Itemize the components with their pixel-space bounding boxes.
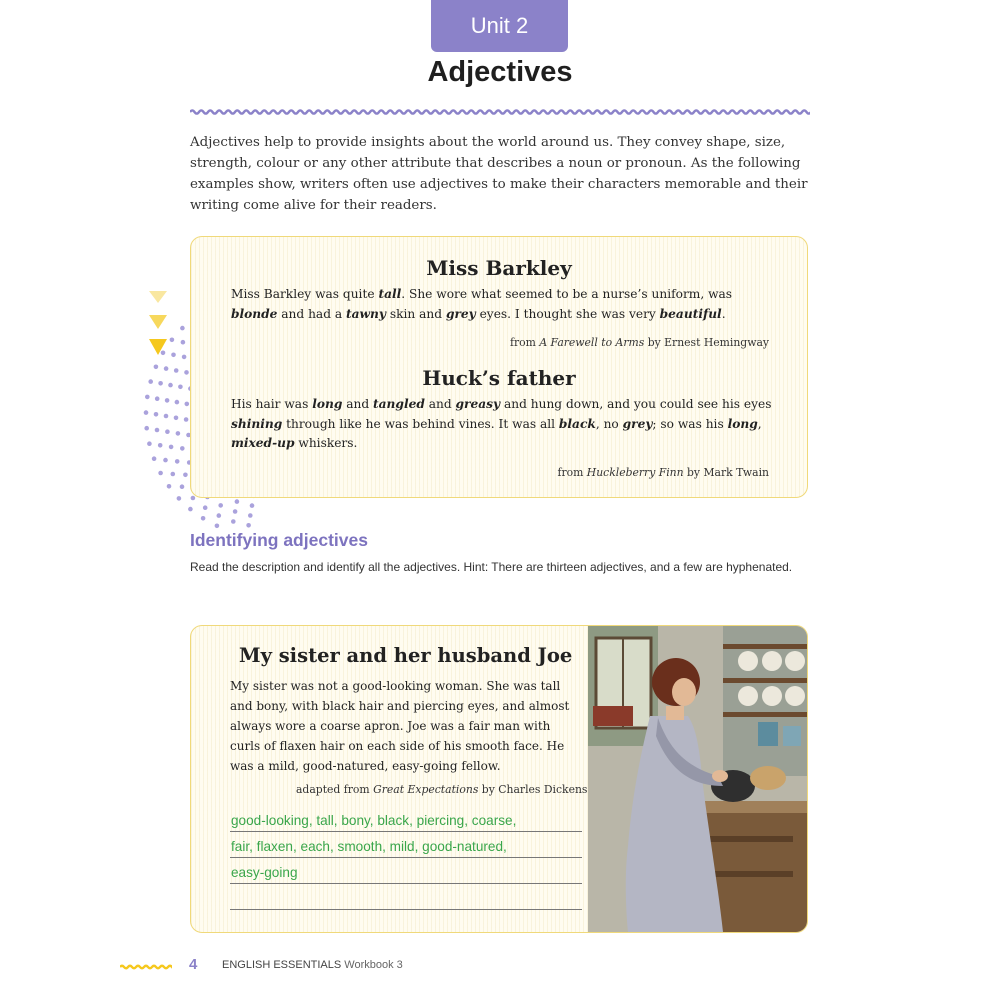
decorative-dot: [218, 503, 223, 508]
decorative-dot: [154, 412, 159, 417]
decorative-dot: [180, 326, 185, 331]
answer-line-1[interactable]: [230, 805, 582, 832]
decorative-dot: [161, 351, 166, 356]
woman-in-kitchen-illustration: [588, 626, 808, 932]
adjective-highlight: blonde: [231, 306, 278, 321]
decorative-dot: [235, 499, 240, 504]
adjective-highlight: long: [312, 397, 343, 411]
story-title: My sister and her husband Joe: [239, 644, 573, 667]
decorative-dot: [165, 429, 170, 434]
decorative-dot: [164, 414, 169, 419]
quote-source-hemingway: from A Farewell to Arms by Ernest Hemingway: [510, 336, 769, 349]
decorative-dot: [167, 484, 172, 489]
quote-text-hucks-father: His hair was long and tangled and greasy and hung down, and you could see his eyes shining through like he was behind vines. It was all black, no grey; so was his long, mixed-up whiskers.: [231, 397, 772, 450]
decorative-dot: [175, 459, 180, 464]
decorative-dot: [147, 441, 152, 446]
decorative-dot: [155, 396, 160, 401]
adjective-highlight: shining: [231, 416, 283, 431]
page-number: 4: [189, 956, 198, 973]
decorative-dot: [184, 370, 189, 375]
decorative-dot: [158, 381, 163, 386]
decorative-dot: [176, 431, 181, 436]
decorative-dot: [233, 509, 238, 514]
decorative-dot: [217, 513, 222, 518]
decorative-dot: [144, 410, 149, 415]
page-title: Adjectives: [427, 56, 573, 88]
adjective-highlight: black: [558, 416, 596, 431]
section-heading: Identifying adjectives: [190, 530, 368, 550]
decorative-dot: [163, 458, 168, 463]
decorative-dot: [185, 402, 190, 407]
answer-text-3: easy-going: [231, 865, 298, 880]
story-source: adapted from Great Expectations by Charles Dickens: [296, 783, 588, 796]
story-box: [190, 625, 808, 933]
decorative-dot: [180, 446, 185, 451]
quote-text-miss-barkley: Miss Barkley was quite tall. She wore what seemed to be a nurse’s uniform, was blonde and had a tawny skin and grey eyes. I thought she was very beautiful.: [231, 287, 733, 321]
decorative-dot: [148, 379, 153, 384]
decorative-dot: [155, 428, 160, 433]
decorative-dot: [178, 385, 183, 390]
decorative-dot: [183, 473, 188, 478]
footer-wave: [120, 962, 172, 972]
activity-instructions: Read the description and identify all the adjectives. Hint: There are thirteen adjectives, and a few are hyphenated.: [190, 560, 793, 574]
quote-title-hucks-father: Huck’s father: [422, 366, 576, 390]
unit-tab: [431, 0, 568, 52]
decorative-dot: [174, 368, 179, 373]
adjective-highlight: beautiful: [659, 306, 722, 321]
decorative-dot: [158, 471, 163, 476]
decorative-dot: [164, 366, 169, 371]
decorative-dot: [174, 416, 179, 421]
intro-paragraph: Adjectives help to provide insights about the world around us. They convey shape, size, strength, colour or any other attribute that describes a noun or pronoun. As the following examples show, writers often use adjectives to make their characters memorable and their writing come alive for their readers.: [190, 135, 808, 213]
decorative-dot: [246, 523, 251, 528]
decorative-dot: [250, 503, 255, 508]
decorative-dot: [169, 445, 174, 450]
decorative-dot: [154, 365, 159, 370]
decorative-dot: [171, 472, 176, 477]
adjective-highlight: greasy: [455, 397, 501, 411]
decorative-dot: [248, 513, 253, 518]
story-text: My sister was not a good-looking woman. She was tall and bony, with black hair and piercing eyes, and almost always wore a coarse apron. Joe was a fair man with curls of flaxen hair on each side of his smooth face. He was a mild, good-natured, easy-going fellow.: [230, 679, 570, 773]
adjective-highlight: tall: [378, 287, 402, 301]
decorative-dot: [144, 426, 149, 431]
adjective-highlight: long: [727, 416, 758, 431]
decorative-dot: [170, 338, 175, 343]
decorative-dot: [191, 496, 196, 501]
answer-line-2[interactable]: [230, 831, 582, 858]
decorative-dot: [203, 505, 208, 510]
decorative-dot: [215, 524, 220, 529]
quote-title-miss-barkley: Miss Barkley: [426, 256, 572, 280]
answer-text-2: fair, flaxen, each, smooth, mild, good-natured,: [231, 839, 507, 854]
answer-line-4[interactable]: [230, 883, 582, 910]
decorative-dot: [158, 443, 163, 448]
decorative-dot: [181, 340, 186, 345]
triangle-marker-icon: [149, 291, 167, 303]
adjective-highlight: tawny: [346, 306, 386, 321]
decorative-dot: [180, 484, 185, 489]
title-wave-divider: [190, 106, 810, 118]
adjective-highlight: mixed-up: [231, 436, 295, 450]
decorative-dot: [188, 507, 193, 512]
quote-box: [190, 236, 808, 498]
unit-label: Unit 2: [470, 13, 529, 38]
decorative-dot: [184, 417, 189, 422]
decorative-dot: [171, 353, 176, 358]
decorative-dot: [201, 516, 206, 521]
answer-line-3[interactable]: [230, 857, 582, 884]
quote-source-twain: from Huckleberry Finn by Mark Twain: [557, 466, 769, 479]
decorative-dot: [165, 398, 170, 403]
decorative-dot: [182, 355, 187, 360]
adjective-highlight: tangled: [373, 397, 425, 411]
answer-text-1: good-looking, tall, bony, black, piercing, coarse,: [231, 813, 517, 828]
footer-series-label: ENGLISH ESSENTIALS Workbook 3: [222, 959, 403, 971]
adjective-highlight: grey: [445, 306, 476, 321]
decorative-dot: [175, 400, 180, 405]
decorative-dot: [168, 383, 173, 388]
decorative-dot: [177, 496, 182, 501]
triangle-marker-icon: [149, 315, 167, 329]
decorative-dot: [152, 456, 157, 461]
decorative-dot: [231, 519, 236, 524]
decorative-dot: [145, 395, 150, 400]
adjective-highlight: grey: [622, 416, 653, 431]
